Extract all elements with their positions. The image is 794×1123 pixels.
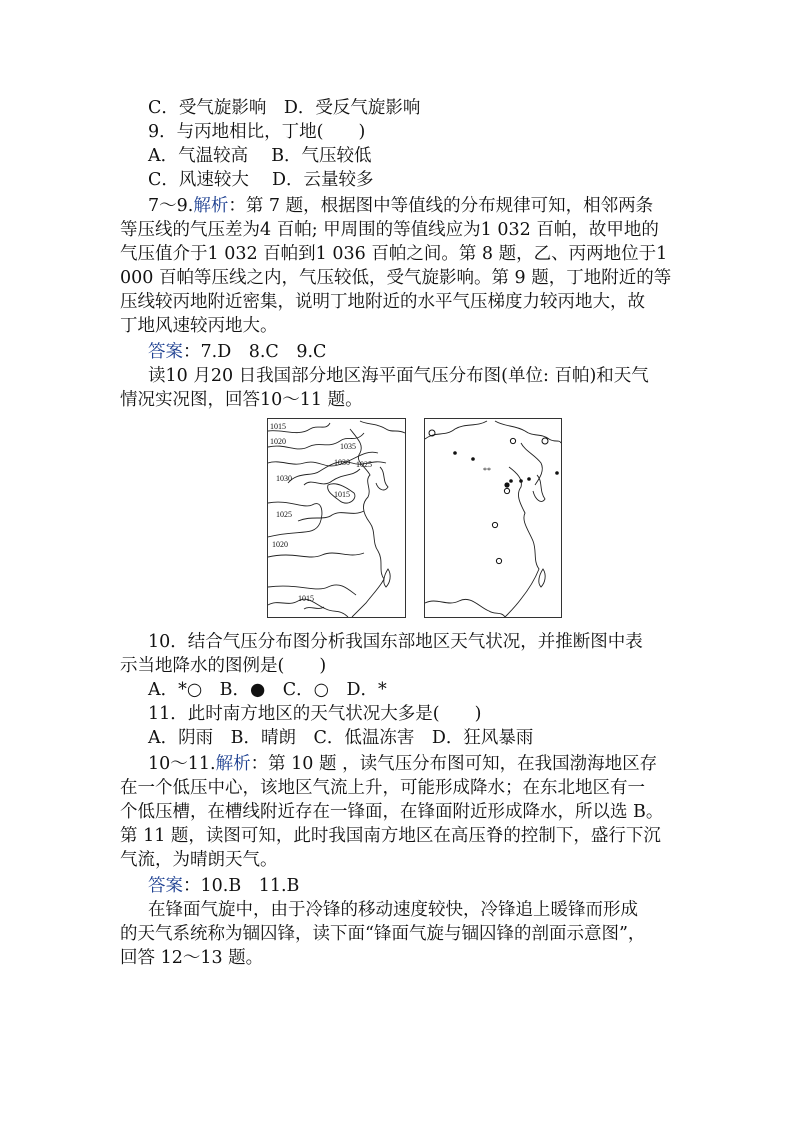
- isobar-label: 1015: [334, 490, 350, 499]
- isobar-line: [298, 511, 364, 521]
- coastline: [360, 421, 405, 433]
- analysis-10-11-line: 气流，为晴朗天气。: [120, 850, 278, 870]
- weather-dot-symbol: [519, 479, 523, 483]
- analysis-10-11-line: 个低压槽，在槽线附近存在一锋面，在锋面附近形成降水，所以选 B。: [120, 802, 664, 822]
- analysis-10-11-line: 在一个低压中心，该地区气流上升，可能形成降水；在东北地区有一: [120, 778, 645, 798]
- coastline: [376, 467, 388, 490]
- question-11-options: A．阴雨 B．晴朗 C．低温冻害 D．狂风暴雨: [148, 728, 534, 748]
- answer-7-9: [148, 340, 326, 364]
- coastline: [425, 599, 505, 617]
- coastline: [505, 467, 539, 617]
- answer-label: 答案: [148, 876, 183, 896]
- isobar-label: 1030: [334, 458, 350, 467]
- isobar-label: 1015: [298, 594, 314, 603]
- question-10-line: 10．结合气压分布图分析我国东部地区天气状况，并推断图中表: [148, 632, 643, 652]
- analysis-7-9-line: 000 百帕等压线之内，气压较低，受气旋影响。第 9 题，丁地附近的等: [120, 268, 672, 288]
- intro-12-13-line: 回答 12～13 题。: [120, 948, 264, 968]
- coastline: [533, 475, 545, 501]
- island-outline: [384, 569, 390, 587]
- option-line-q8-cd: C．受气旋影响 D．受反气旋影响: [148, 98, 421, 118]
- isobar-line: [268, 502, 322, 537]
- answer-value: ：10.B 11.B: [183, 876, 300, 896]
- weather-open-circle: [492, 522, 497, 527]
- snow-symbol: **: [483, 466, 491, 475]
- analysis-10-11-first-line: [148, 752, 657, 776]
- isobar-label: 1020: [272, 540, 288, 549]
- isobar-line: [268, 553, 364, 557]
- weather-dot-symbol: [509, 479, 513, 483]
- weather-open-circle: [510, 438, 515, 443]
- analysis-7-9-first-line: [148, 194, 653, 218]
- weather-map-figure: [424, 418, 562, 618]
- analysis-7-9-line: 压线较丙地附近密集，说明丁地附近的水平气压梯度力较丙地大，故: [120, 292, 645, 312]
- question-10-line: 示当地降水的图例是( ): [120, 656, 327, 676]
- weather-dot-symbol: [471, 457, 475, 461]
- question-9: 9．与丙地相比，丁地( ): [148, 122, 366, 142]
- isobar-line: [304, 607, 324, 609]
- isobar-label: 1015: [270, 422, 286, 431]
- weather-open-circle: [542, 438, 548, 444]
- intro-12-13-line: 的天气系统称为锢囚锋，读下面“锋面气旋与锢囚锋的剖面示意图”，: [120, 924, 646, 944]
- analysis-label: 解析: [193, 196, 229, 216]
- option-line-q9-cd: C．风速较大 D．云量较多: [148, 170, 374, 190]
- analysis-7-9-line: 丁地风速较丙地大。: [120, 316, 278, 336]
- analysis-text: ：第 10 题 ，读气压分布图可知，在我国渤海地区存: [250, 754, 658, 774]
- weather-dot-symbol: [527, 477, 531, 481]
- isobar-label: 1035: [340, 442, 356, 451]
- analysis-prefix: 10～11.: [148, 754, 216, 774]
- border-line: [495, 421, 561, 443]
- intro-10-11-line: 情况实况图，回答10～11 题。: [120, 390, 363, 410]
- pressure-map-figure: [267, 418, 406, 618]
- island-outline: [539, 569, 545, 587]
- weather-open-circle: [496, 558, 501, 563]
- analysis-7-9-line: 气压值介于1 032 百帕到1 036 百帕之间。第 8 题，乙、丙两地位于1: [120, 244, 668, 264]
- question-10-options: A．*○ B．● C．○ D．*: [148, 680, 387, 700]
- isobar-label: 1030: [276, 474, 292, 483]
- analysis-label: 解析: [215, 754, 251, 774]
- option-line-q9-ab: A．气温较高 B．气压较低: [148, 146, 372, 166]
- weather-open-circle: [504, 488, 509, 493]
- rain-symbol: [504, 482, 509, 487]
- analysis-7-9-line: 等压线的气压差为4 百帕; 甲周围的等值线应为1 032 百帕，故甲地的: [120, 220, 659, 240]
- analysis-10-11-line: 第 11 题，读图可知，此时我国南方地区在高压脊的控制下，盛行下沉: [120, 826, 661, 846]
- isobar-label: 1025: [356, 460, 372, 469]
- isobar-label: 1025: [276, 510, 292, 519]
- pressure-map-svg: [268, 419, 405, 617]
- weather-map-svg: [425, 419, 561, 617]
- intro-10-11-line: 读10 月20 日我国部分地区海平面气压分布图(单位: 百帕)和天气: [148, 366, 649, 386]
- coastline: [350, 429, 384, 617]
- isobar-label: 1020: [270, 437, 286, 446]
- answer-value: ：7.D 8.C 9.C: [183, 342, 327, 362]
- answer-10-11: [148, 874, 299, 898]
- isobar-line: [304, 469, 360, 485]
- question-11: 11．此时南方地区的天气状况大多是( ): [148, 704, 482, 724]
- analysis-text: ：第 7 题，根据图中等值线的分布规律可知，相邻两条: [228, 196, 654, 216]
- analysis-prefix: 7～9.: [148, 196, 194, 216]
- answer-label: 答案: [148, 342, 183, 362]
- intro-12-13-line: 在锋面气旋中，由于冷锋的移动速度较快，冷锋追上暖锋而形成: [148, 900, 638, 920]
- weather-dot-symbol: [453, 451, 457, 455]
- weather-dot-symbol: [555, 471, 559, 475]
- border-line: [425, 421, 487, 439]
